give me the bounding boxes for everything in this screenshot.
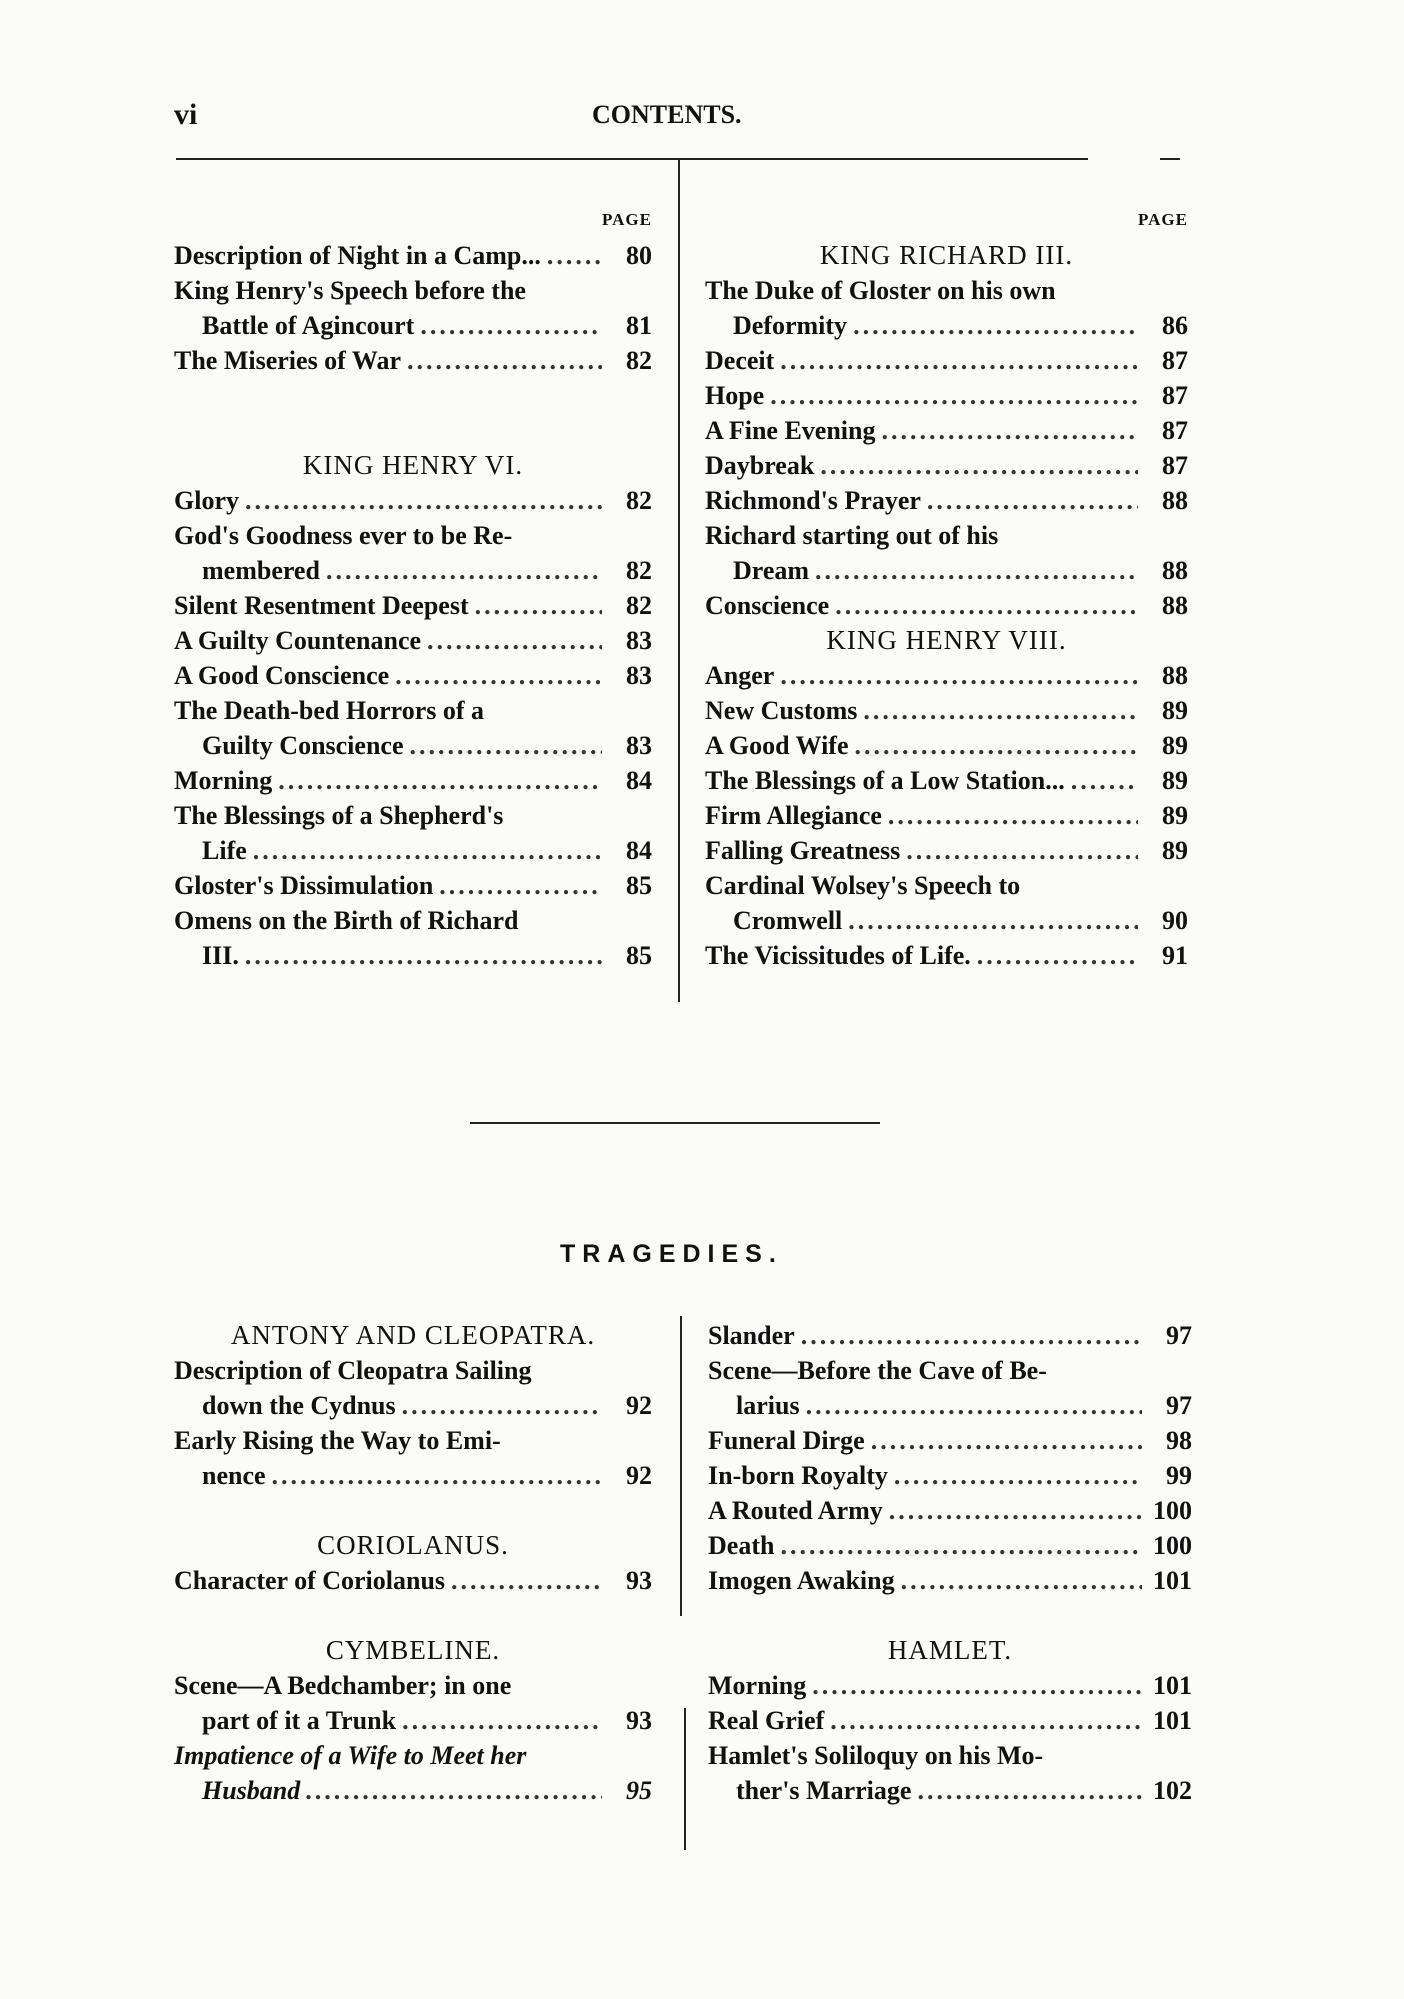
toc-entry — [705, 588, 1188, 623]
leader-dots — [801, 1318, 1142, 1353]
entry-title-continuation: ther's Marriage — [736, 1776, 912, 1805]
entry-page-number: 92 — [626, 1461, 652, 1490]
toc-entry — [705, 763, 1188, 798]
leader-dots — [770, 378, 1138, 413]
leader-dots — [806, 1388, 1142, 1423]
toc-entry — [705, 868, 1188, 938]
entry-page-number: 93 — [626, 1566, 652, 1595]
entry-title-line — [708, 1738, 1192, 1773]
leader-dots — [889, 1493, 1142, 1528]
toc-entry — [705, 448, 1188, 483]
page-column-label: PAGE — [1138, 210, 1188, 229]
toc-entry — [708, 1703, 1192, 1738]
entry-page-number: 85 — [626, 871, 652, 900]
entry-continuation-line — [174, 308, 652, 343]
entry-continuation-line — [174, 1703, 652, 1738]
entry-title: King Henry's Speech before the — [174, 276, 526, 305]
entry-title: Cardinal Wolsey's Speech to — [705, 871, 1021, 900]
entry-page-number: 82 — [626, 556, 652, 585]
toc-entry — [705, 658, 1188, 693]
entry-title-line — [174, 1353, 652, 1388]
entry-line — [705, 588, 1188, 623]
entry-title: The Blessings of a Low Station... — [705, 766, 1065, 795]
entry-page-number: 88 — [1162, 556, 1188, 585]
entry-page-number: 93 — [626, 1706, 652, 1735]
entry-line — [705, 728, 1188, 763]
toc-entry — [705, 273, 1188, 343]
entry-page-number: 89 — [1162, 836, 1188, 865]
entry-title-line — [174, 518, 652, 553]
entry-page-number: 89 — [1162, 766, 1188, 795]
entry-title-continuation: Husband — [202, 1776, 301, 1805]
entry-page-number: 102 — [1153, 1776, 1192, 1805]
leader-dots — [439, 868, 602, 903]
entry-continuation-line — [174, 1388, 652, 1423]
entry-title-line — [705, 518, 1188, 553]
header-rule-end — [1160, 158, 1180, 160]
leader-dots — [395, 658, 602, 693]
tragedies-heading: TRAGEDIES. — [560, 1240, 783, 1268]
leader-dots — [253, 833, 602, 868]
entry-page-number: 97 — [1166, 1321, 1192, 1350]
leader-dots — [927, 483, 1138, 518]
entry-title: Character of Coriolanus — [174, 1566, 446, 1595]
entry-line — [708, 1493, 1192, 1528]
entry-title-continuation: Cromwell — [733, 906, 843, 935]
entry-title: The Death-bed Horrors of a — [174, 696, 485, 725]
entry-continuation-line — [174, 833, 652, 868]
section-heading: KING RICHARD III. — [819, 240, 1074, 270]
entry-title: Description of Night in a Camp... — [174, 241, 541, 270]
entry-page-number: 89 — [1162, 731, 1188, 760]
entry-title: In-born Royalty — [708, 1461, 888, 1490]
entry-line — [174, 238, 652, 273]
entry-page-number: 98 — [1166, 1426, 1192, 1455]
entry-title: Deceit — [705, 346, 775, 375]
toc-entry — [705, 343, 1188, 378]
entry-title: A Routed Army — [708, 1496, 883, 1525]
entry-title-line — [174, 1738, 652, 1773]
spacer — [174, 1598, 652, 1633]
leader-dots — [420, 308, 602, 343]
entry-page-number: 83 — [626, 731, 652, 760]
toc-entry — [174, 1563, 652, 1598]
entry-line — [705, 483, 1188, 518]
entry-line — [705, 413, 1188, 448]
entry-page-number: 99 — [1166, 1461, 1192, 1490]
entry-title-continuation: Guilty Conscience — [202, 731, 404, 760]
spacer — [174, 1493, 652, 1528]
entry-title-line — [708, 1353, 1192, 1388]
toc-entry — [705, 693, 1188, 728]
entry-continuation-line — [708, 1388, 1192, 1423]
toc-entry — [174, 588, 652, 623]
entry-title: Falling Greatness — [705, 836, 901, 865]
entry-title: New Customs — [705, 696, 858, 725]
entry-continuation-line — [174, 1773, 652, 1808]
entry-line — [705, 763, 1188, 798]
toc-entry — [174, 483, 652, 518]
leader-dots — [245, 938, 602, 973]
leader-dots — [812, 1668, 1142, 1703]
entry-title-line — [705, 868, 1188, 903]
entry-continuation-line — [174, 728, 652, 763]
bottom-left-column — [174, 1318, 652, 1808]
section-heading: KING HENRY VI. — [302, 450, 524, 480]
toc-entry — [174, 903, 652, 973]
toc-entry — [705, 938, 1188, 973]
top-left-column — [174, 210, 652, 973]
entry-title: Impatience of a Wife to Meet her — [174, 1741, 527, 1770]
toc-entry — [174, 1738, 652, 1808]
entry-title-continuation: larius — [736, 1391, 800, 1420]
toc-entry — [174, 763, 652, 798]
page-title: CONTENTS. — [592, 100, 742, 129]
entry-title-continuation: part of it a Trunk — [202, 1706, 397, 1735]
top-right-column — [705, 210, 1188, 973]
spacer — [708, 1598, 1192, 1633]
entry-line — [174, 658, 652, 693]
section-heading: HAMLET. — [887, 1635, 1013, 1665]
entry-title: Hamlet's Soliloquy on his Mo- — [708, 1741, 1044, 1770]
spacer — [174, 413, 652, 448]
leader-dots — [451, 1563, 602, 1598]
entry-continuation-line — [174, 1458, 652, 1493]
spacer — [174, 378, 652, 413]
toc-entry — [174, 1353, 652, 1423]
leader-dots — [853, 308, 1138, 343]
entry-line — [174, 1563, 652, 1598]
entry-page-number: 84 — [626, 836, 652, 865]
leader-dots — [278, 763, 602, 798]
entry-continuation-line — [174, 938, 652, 973]
entry-title: Morning — [708, 1671, 807, 1700]
entry-title-continuation: Battle of Agincourt — [202, 311, 415, 340]
entry-page-number: 87 — [1162, 416, 1188, 445]
entry-title: Anger — [705, 661, 775, 690]
entry-line — [174, 763, 652, 798]
bottom-right-column — [708, 1318, 1192, 1808]
leader-dots — [888, 798, 1138, 833]
entry-page-number: 84 — [626, 766, 652, 795]
entry-title: Real Grief — [708, 1706, 825, 1735]
toc-entry — [174, 518, 652, 588]
leader-dots — [894, 1458, 1142, 1493]
toc-entry — [705, 728, 1188, 763]
entry-line — [708, 1423, 1192, 1458]
entry-title-continuation: Dream — [733, 556, 810, 585]
leader-dots — [855, 728, 1138, 763]
toc-entry — [174, 798, 652, 868]
leader-dots — [917, 1773, 1142, 1808]
entry-page-number: 81 — [626, 311, 652, 340]
entry-page-number: 101 — [1153, 1671, 1192, 1700]
entry-line — [708, 1668, 1192, 1703]
entry-page-number: 82 — [626, 486, 652, 515]
section-heading: ANTONY AND CLEOPATRA. — [230, 1320, 596, 1350]
entry-title: Richard starting out of his — [705, 521, 999, 550]
leader-dots — [830, 1703, 1142, 1738]
entry-page-number: 87 — [1162, 381, 1188, 410]
top-column-divider — [678, 160, 680, 1002]
leader-dots — [427, 623, 602, 658]
toc-entry — [174, 273, 652, 343]
toc-entry — [705, 833, 1188, 868]
entry-page-number: 95 — [626, 1776, 652, 1805]
leader-dots — [326, 553, 602, 588]
toc-entry — [705, 798, 1188, 833]
entry-title: Glory — [174, 486, 239, 515]
entry-title: Description of Cleopatra Sailing — [174, 1356, 532, 1385]
toc-entry — [174, 623, 652, 658]
bottom-column-divider-lower — [684, 1708, 686, 1850]
toc-entry — [708, 1353, 1192, 1423]
entry-title: Firm Allegiance — [705, 801, 882, 830]
entry-page-number: 82 — [626, 591, 652, 620]
entry-page-number: 80 — [626, 241, 652, 270]
entry-title-continuation: down the Cydnus — [202, 1391, 396, 1420]
section-separator — [470, 1122, 880, 1124]
entry-title: Richmond's Prayer — [705, 486, 921, 515]
toc-entry — [708, 1668, 1192, 1703]
entry-title: God's Goodness ever to be Re- — [174, 521, 513, 550]
entry-title: A Guilty Countenance — [174, 626, 422, 655]
entry-title: The Miseries of War — [174, 346, 401, 375]
page-column-label: PAGE — [602, 210, 652, 229]
leader-dots — [402, 1388, 602, 1423]
entry-line — [174, 483, 652, 518]
leader-dots — [547, 238, 602, 273]
toc-entry — [705, 518, 1188, 588]
entry-title: Slander — [708, 1321, 795, 1350]
entry-continuation-line — [705, 903, 1188, 938]
entry-page-number: 87 — [1162, 451, 1188, 480]
leader-dots — [475, 588, 602, 623]
section-heading: KING HENRY VIII. — [826, 625, 1067, 655]
entry-page-number: 83 — [626, 626, 652, 655]
leader-dots — [780, 1528, 1142, 1563]
entry-title: The Duke of Gloster on his own — [705, 276, 1056, 305]
entry-title-line — [174, 273, 652, 308]
entry-title-line — [705, 273, 1188, 308]
toc-entry — [705, 483, 1188, 518]
entry-title-continuation: Life — [202, 836, 247, 865]
leader-dots — [977, 938, 1138, 973]
entry-line — [708, 1703, 1192, 1738]
toc-entry — [174, 343, 652, 378]
entry-title-line — [174, 693, 652, 728]
entry-title: A Good Wife — [705, 731, 849, 760]
entry-line — [708, 1458, 1192, 1493]
entry-title: The Vicissitudes of Life. — [705, 941, 971, 970]
toc-entry — [174, 658, 652, 693]
toc-entry — [708, 1423, 1192, 1458]
toc-entry — [708, 1563, 1192, 1598]
entry-title: Early Rising the Way to Emi- — [174, 1426, 501, 1455]
entry-title: Hope — [705, 381, 765, 410]
entry-line — [174, 623, 652, 658]
entry-page-number: 83 — [626, 661, 652, 690]
entry-continuation-line — [708, 1773, 1192, 1808]
entry-line — [705, 343, 1188, 378]
leader-dots — [835, 588, 1138, 623]
toc-entry — [708, 1493, 1192, 1528]
entry-continuation-line — [174, 553, 652, 588]
toc-entry — [174, 1668, 652, 1738]
entry-page-number: 82 — [626, 346, 652, 375]
toc-entry — [174, 238, 652, 273]
leader-dots — [815, 553, 1138, 588]
entry-page-number: 101 — [1153, 1566, 1192, 1595]
leader-dots — [881, 413, 1138, 448]
entry-line — [705, 448, 1188, 483]
leader-dots — [780, 658, 1138, 693]
entry-title-line — [174, 798, 652, 833]
bottom-column-divider-upper — [680, 1316, 682, 1616]
entry-page-number: 90 — [1162, 906, 1188, 935]
entry-title-line — [174, 1423, 652, 1458]
toc-entry — [705, 378, 1188, 413]
entry-line — [705, 938, 1188, 973]
entry-title: Scene—A Bedchamber; in one — [174, 1671, 512, 1700]
leader-dots — [272, 1458, 602, 1493]
entry-line — [705, 693, 1188, 728]
entry-page-number: 88 — [1162, 591, 1188, 620]
leader-dots — [848, 903, 1138, 938]
toc-entry — [708, 1458, 1192, 1493]
entry-title-continuation: membered — [202, 556, 320, 585]
leader-dots — [901, 1563, 1142, 1598]
entry-title: Funeral Dirge — [708, 1426, 865, 1455]
leader-dots — [863, 693, 1138, 728]
entry-page-number: 101 — [1153, 1706, 1192, 1735]
section-heading: CYMBELINE. — [325, 1635, 501, 1665]
entry-title: Silent Resentment Deepest — [174, 591, 469, 620]
entry-title: Scene—Before the Cave of Be- — [708, 1356, 1047, 1385]
toc-entry — [708, 1738, 1192, 1808]
entry-line — [174, 588, 652, 623]
entry-title: Omens on the Birth of Richard — [174, 906, 519, 935]
entry-title: Daybreak — [705, 451, 815, 480]
toc-entry — [174, 1423, 652, 1493]
leader-dots — [306, 1773, 602, 1808]
entry-title: Conscience — [705, 591, 830, 620]
toc-entry — [705, 413, 1188, 448]
leader-dots — [1071, 763, 1138, 798]
leader-dots — [407, 343, 602, 378]
leader-dots — [780, 343, 1138, 378]
toc-entry — [708, 1318, 1192, 1353]
leader-dots — [906, 833, 1138, 868]
entry-page-number: 88 — [1162, 661, 1188, 690]
entry-continuation-line — [705, 553, 1188, 588]
entry-page-number: 85 — [626, 941, 652, 970]
entry-page-number: 87 — [1162, 346, 1188, 375]
page-number: vi — [174, 98, 198, 131]
entry-page-number: 91 — [1162, 941, 1188, 970]
entry-line — [708, 1563, 1192, 1598]
entry-page-number: 97 — [1166, 1391, 1192, 1420]
toc-entry — [708, 1528, 1192, 1563]
entry-page-number: 89 — [1162, 696, 1188, 725]
entry-title-continuation: Deformity — [733, 311, 848, 340]
toc-entry — [174, 868, 652, 903]
header-rule — [176, 158, 1088, 160]
entry-page-number: 86 — [1162, 311, 1188, 340]
entry-title-continuation: III. — [202, 941, 239, 970]
entry-line — [708, 1528, 1192, 1563]
leader-dots — [820, 448, 1138, 483]
entry-page-number: 88 — [1162, 486, 1188, 515]
entry-continuation-line — [705, 308, 1188, 343]
entry-line — [708, 1318, 1192, 1353]
entry-title: Morning — [174, 766, 273, 795]
leader-dots — [402, 1703, 602, 1738]
entry-title-line — [174, 1668, 652, 1703]
entry-title: Imogen Awaking — [708, 1566, 895, 1595]
entry-title: A Fine Evening — [705, 416, 876, 445]
entry-line — [705, 378, 1188, 413]
leader-dots — [410, 728, 603, 763]
entry-title: The Blessings of a Shepherd's — [174, 801, 504, 830]
entry-page-number: 100 — [1153, 1531, 1192, 1560]
entry-line — [174, 343, 652, 378]
entry-line — [174, 868, 652, 903]
entry-page-number: 89 — [1162, 801, 1188, 830]
entry-title: Gloster's Dissimulation — [174, 871, 434, 900]
leader-dots — [871, 1423, 1142, 1458]
entry-title: A Good Conscience — [174, 661, 390, 690]
toc-entry — [174, 693, 652, 763]
entry-title-line — [174, 903, 652, 938]
entry-page-number: 100 — [1153, 1496, 1192, 1525]
entry-title: Death — [708, 1531, 775, 1560]
entry-line — [705, 833, 1188, 868]
entry-page-number: 92 — [626, 1391, 652, 1420]
entry-line — [705, 798, 1188, 833]
leader-dots — [245, 483, 602, 518]
section-heading: CORIOLANUS. — [317, 1530, 509, 1560]
entry-line — [705, 658, 1188, 693]
entry-title-continuation: nence — [202, 1461, 266, 1490]
